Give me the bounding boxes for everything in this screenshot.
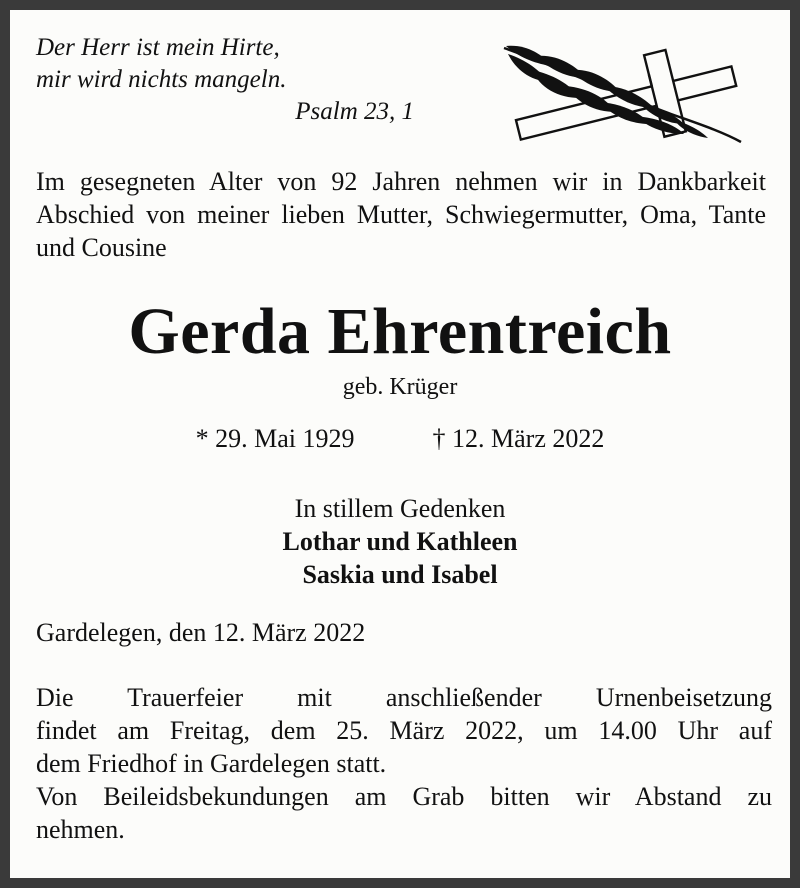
cross-with-palm-icon (496, 36, 746, 148)
intro-text: Im gesegneten Alter von 92 Jahren nehmen wir in Dankbarkeit Abschied von meiner lieben Mutter, Schwiegermutter, Oma, Tante und Cousine (36, 167, 766, 262)
psalm-line-2: mir wird nichts mangeln. (36, 66, 287, 93)
death-date: † 12. März 2022 (432, 424, 605, 453)
service-line-4: Von Beileidsbekundungen am Grab bitten wir Abstand zu (36, 782, 772, 811)
service-line-5: nehmen. (36, 815, 125, 844)
mourners-line-1: Lothar und Kathleen (282, 527, 518, 556)
psalm-quote (36, 32, 416, 128)
birth-date: * 29. Mai 1929 (195, 424, 355, 453)
place-date: Gardelegen, den 12. März 2022 (36, 618, 366, 647)
service-line-2: findet am Freitag, dem 25. März 2022, um 14.00 Uhr auf (36, 716, 772, 745)
maiden-name: geb. Krüger (342, 374, 458, 400)
psalm-reference: Psalm 23, 1 (295, 98, 414, 125)
life-dates (10, 422, 790, 456)
remembrance-heading: In stillem Gedenken (294, 494, 506, 523)
psalm-line-1: Der Herr ist mein Hirte, (36, 34, 280, 61)
service-info (36, 681, 772, 846)
service-line-1: Die Trauerfeier mit anschließender Urnenbeisetzung (36, 683, 772, 712)
service-line-3: dem Friedhof in Gardelegen statt. (36, 749, 387, 778)
mourners-block (10, 492, 790, 591)
obituary-notice (10, 10, 790, 878)
mourners-line-2: Saskia und Isabel (302, 560, 498, 589)
deceased-name: Gerda Ehrentreich (128, 295, 672, 368)
